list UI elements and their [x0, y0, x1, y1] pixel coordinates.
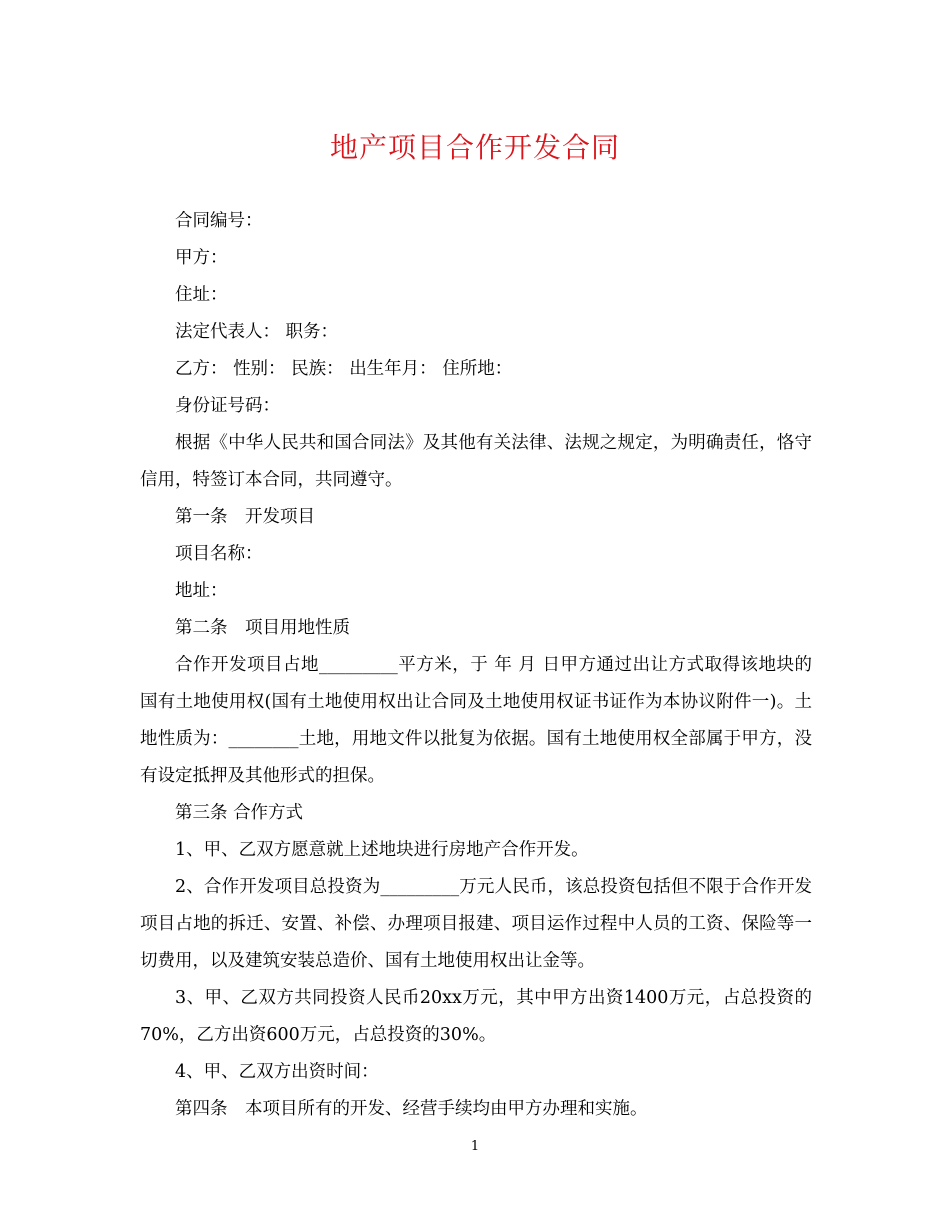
address-line: 住址：	[175, 285, 228, 305]
clause-3-1: 1、甲、乙双方愿意就上述地块进行房地产合作开发。	[175, 840, 589, 860]
article-4-line: 第四条 本项目所有的开发、经营手续均由甲方办理和实施。	[175, 1099, 648, 1119]
party-b-line: 乙方： 性别： 民族： 出生年月： 住所地：	[175, 359, 513, 379]
legal-representative-line: 法定代表人： 职务：	[175, 322, 339, 342]
id-number-line: 身份证号码：	[175, 396, 280, 416]
contract-number-line: 合同编号：	[175, 211, 263, 231]
article-2-heading: 第二条 项目用地性质	[175, 618, 350, 638]
party-a-line: 甲方：	[175, 248, 228, 268]
project-name-line: 项目名称：	[175, 544, 263, 564]
page-title: 地产项目合作开发合同	[329, 131, 620, 164]
clause-3-4: 4、甲、乙双方出资时间：	[175, 1062, 379, 1082]
clause-3-2: 2、合作开发项目总投资为_________万元人民币，该总投资包括但不限于合作开发项目占地的拆迁、安置、补偿、办理项目报建、项目运作过程中人员的工资、保险等一切费用，以及建筑安装总造价、国有土地使用权出让金等。	[140, 877, 812, 971]
clause-3-3: 3、甲、乙双方共同投资人民币20xx万元，其中甲方出资1400万元，占总投资的70%，乙方出资600万元，占总投资的30%。	[140, 988, 812, 1045]
land-use-paragraph: 合作开发项目占地_________平方米，于 年 月 日甲方通过出让方式取得该地块的国有土地使用权(国有土地使用权出让合同及土地使用权证书证作为本协议附件一)。土地性质为：________土地，用地文件以批复为依据。国有土地使用权全部属于甲方，没有设定抵押及其他形式的担保。	[140, 655, 812, 786]
page-number: 1	[470, 1139, 480, 1154]
project-address-line: 地址：	[175, 581, 228, 601]
article-3-heading: 第三条 合作方式	[175, 803, 304, 823]
preamble-paragraph: 根据《中华人民共和国合同法》及其他有关法律、法规之规定，为明确责任，恪守信用，特签订本合同，共同遵守。	[140, 433, 812, 490]
article-1-heading: 第一条 开发项目	[175, 507, 315, 527]
contract-body	[140, 203, 812, 1128]
